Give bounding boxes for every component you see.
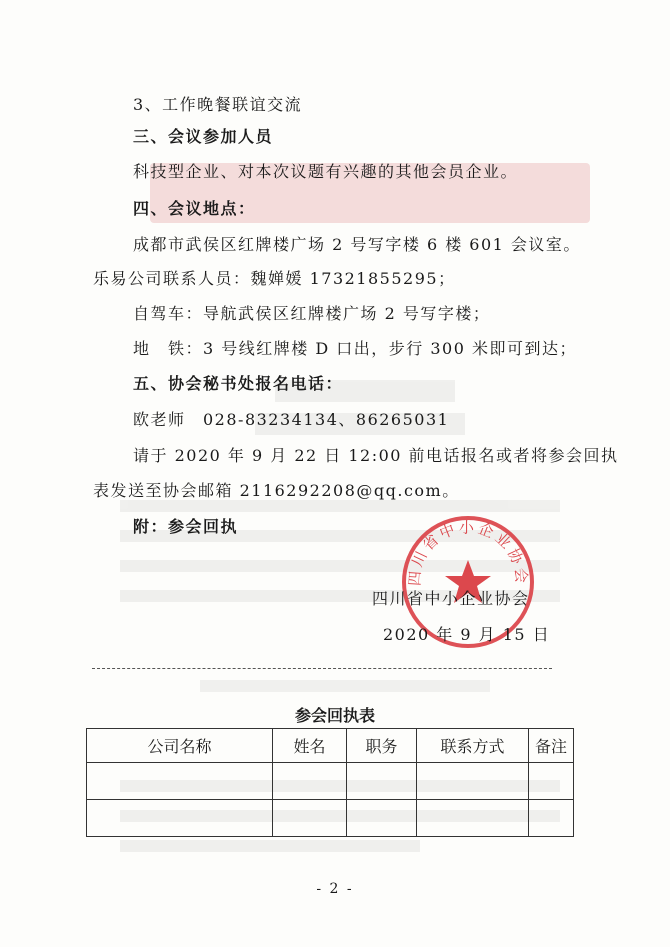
cell-remarks[interactable] [529, 763, 574, 800]
receipt-table-title: 参会回执表 [294, 706, 375, 725]
svg-text:四川省中小企业协会: 四川省中小企业协会 [405, 518, 531, 587]
venue-address: 成都市武侯区红牌楼广场 2 号写字楼 6 楼 601 会议室。 [133, 235, 581, 254]
attendees-text: 科技型企业、对本次议题有兴趣的其他会员企业。 [133, 162, 519, 181]
section-heading-attendees: 三、会议参加人员 [133, 127, 274, 146]
cell-contact[interactable] [417, 800, 529, 837]
receipt-table [86, 728, 574, 837]
registration-instruction: 请于 2020 年 9 月 22 日 12:00 前电话报名或者将参会回执 [133, 446, 619, 465]
header-contact: 联系方式 [417, 729, 529, 763]
venue-driving: 自驾车：导航武侯区红牌楼广场 2 号写字楼； [133, 304, 491, 323]
registration-email: 表发送至协会邮箱 2116292208@qq.com。 [93, 481, 460, 500]
signature-date: 2020 年 9 月 15 日 [383, 625, 551, 644]
venue-contact: 乐易公司联系人员：魏婵媛 17321855295； [93, 269, 456, 288]
header-remarks: 备注 [529, 729, 574, 763]
table-row [87, 763, 574, 800]
cut-line-divider [92, 668, 552, 669]
cell-name[interactable] [273, 763, 347, 800]
table-row [87, 800, 574, 837]
signature-org: 四川省中小企业协会 [372, 589, 530, 608]
section-heading-registration: 五、协会秘书处报名电话： [133, 374, 344, 393]
cell-position[interactable] [347, 800, 417, 837]
page-number: - 2 - [316, 881, 354, 897]
attachment-heading: 附：参会回执 [133, 517, 239, 536]
header-position: 职务 [347, 729, 417, 763]
cell-company[interactable] [87, 763, 273, 800]
cell-position[interactable] [347, 763, 417, 800]
header-company-name: 公司名称 [87, 729, 273, 763]
cell-contact[interactable] [417, 763, 529, 800]
registration-phone: 欧老师 028-83234134、86265031 [133, 410, 450, 429]
cell-name[interactable] [273, 800, 347, 837]
cell-company[interactable] [87, 800, 273, 837]
cell-remarks[interactable] [529, 800, 574, 837]
section-heading-venue: 四、会议地点： [133, 199, 256, 218]
table-header-row [87, 729, 574, 763]
venue-metro: 地 铁：3 号线红牌楼 D 口出，步行 300 米即可到达； [133, 339, 577, 358]
header-name: 姓名 [273, 729, 347, 763]
agenda-item-3: 3、工作晚餐联谊交流 [133, 95, 303, 114]
